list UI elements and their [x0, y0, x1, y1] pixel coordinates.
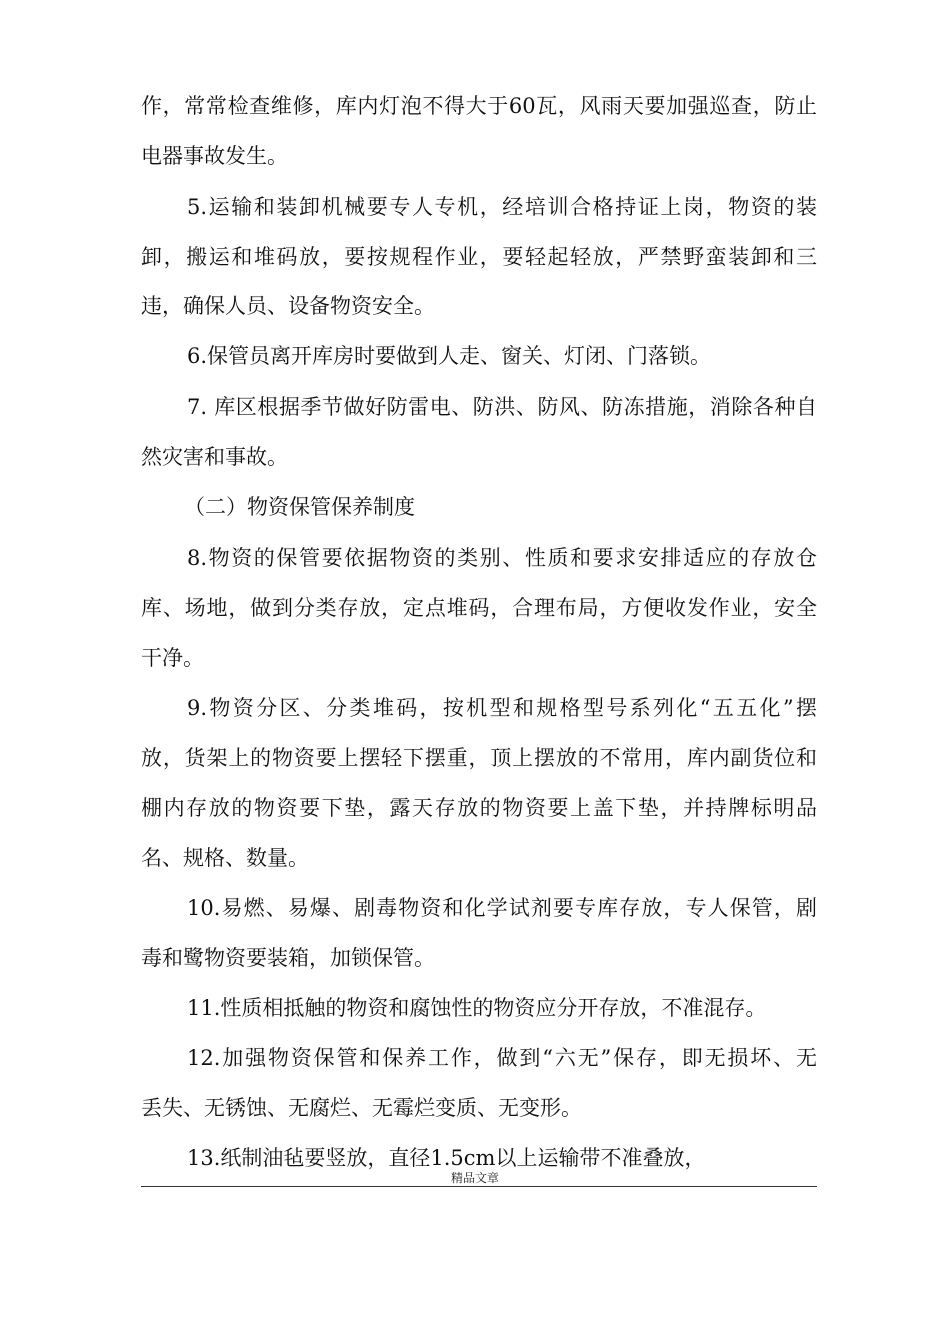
item-9-line-1: 9.物资分区、分类堆码，按机型和规格型号系列化“五五化”摆	[187, 696, 817, 720]
page-footer: 精品文章	[450, 1171, 499, 1185]
item-7-line-1: 7. 库区根据季节做好防雷电、防洪、防风、防冻措施，消除各种自	[187, 395, 817, 419]
item-5-line-3: 违，确保人员、设备物资安全。	[141, 294, 435, 318]
item-13-line-1: 13.纸制油毡要竖放，直径1.5cm以上运输带不准叠放，	[187, 1146, 706, 1170]
item-8-line-1: 8.物资的保管要依据物资的类别、性质和要求安排适应的存放仓	[187, 546, 817, 570]
item-5-line-2: 卸，搬运和堆码放，要按规程作业，要轻起轻放，严禁野蛮装卸和三	[141, 245, 817, 269]
item-12-line-1: 12.加强物资保管和保养工作，做到“六无”保存，即无损坏、无	[187, 1046, 817, 1070]
text-line-2: 电器事故发生。	[141, 144, 288, 168]
item-8-line-2: 库、场地，做到分类存放，定点堆码，合理布局，方便收发作业，安全	[141, 596, 817, 620]
item-8-line-3: 干净。	[141, 646, 204, 670]
section-heading: （二）物资保管保养制度	[184, 495, 415, 519]
item-10-line-2: 毒和鹭物资要装箱，加锁保管。	[141, 946, 435, 970]
item-9-line-4: 名、规格、数量。	[141, 846, 309, 870]
item-9-line-3: 棚内存放的物资要下垫，露天存放的物资要上盖下垫，并持牌标明品	[141, 796, 817, 820]
item-9-line-2: 放，货架上的物资要上摆轻下摆重，顶上摆放的不常用，库内副货位和	[141, 746, 817, 770]
item-5-line-1: 5.运输和装卸机械要专人专机，经培训合格持证上岗，物资的装	[187, 195, 817, 219]
item-7-line-2: 然灾害和事故。	[141, 445, 288, 469]
text-line-1: 作，常常检查维修，库内灯泡不得大于60瓦，风雨天要加强巡查，防止	[141, 94, 817, 118]
item-12-line-2: 丢失、无锈蚀、无腐烂、无霉烂变质、无变形。	[141, 1096, 582, 1120]
item-6-line-1: 6.保管员离开库房时要做到人走、窗关、灯闭、门落锁。	[187, 344, 712, 368]
item-11-line-1: 11.性质相抵触的物资和腐蚀性的物资应分开存放，不准混存。	[187, 996, 767, 1020]
item-10-line-1: 10.易燃、易爆、剧毒物资和化学试剂要专库存放，专人保管，剧	[187, 896, 817, 920]
footer-rule	[141, 1186, 817, 1187]
